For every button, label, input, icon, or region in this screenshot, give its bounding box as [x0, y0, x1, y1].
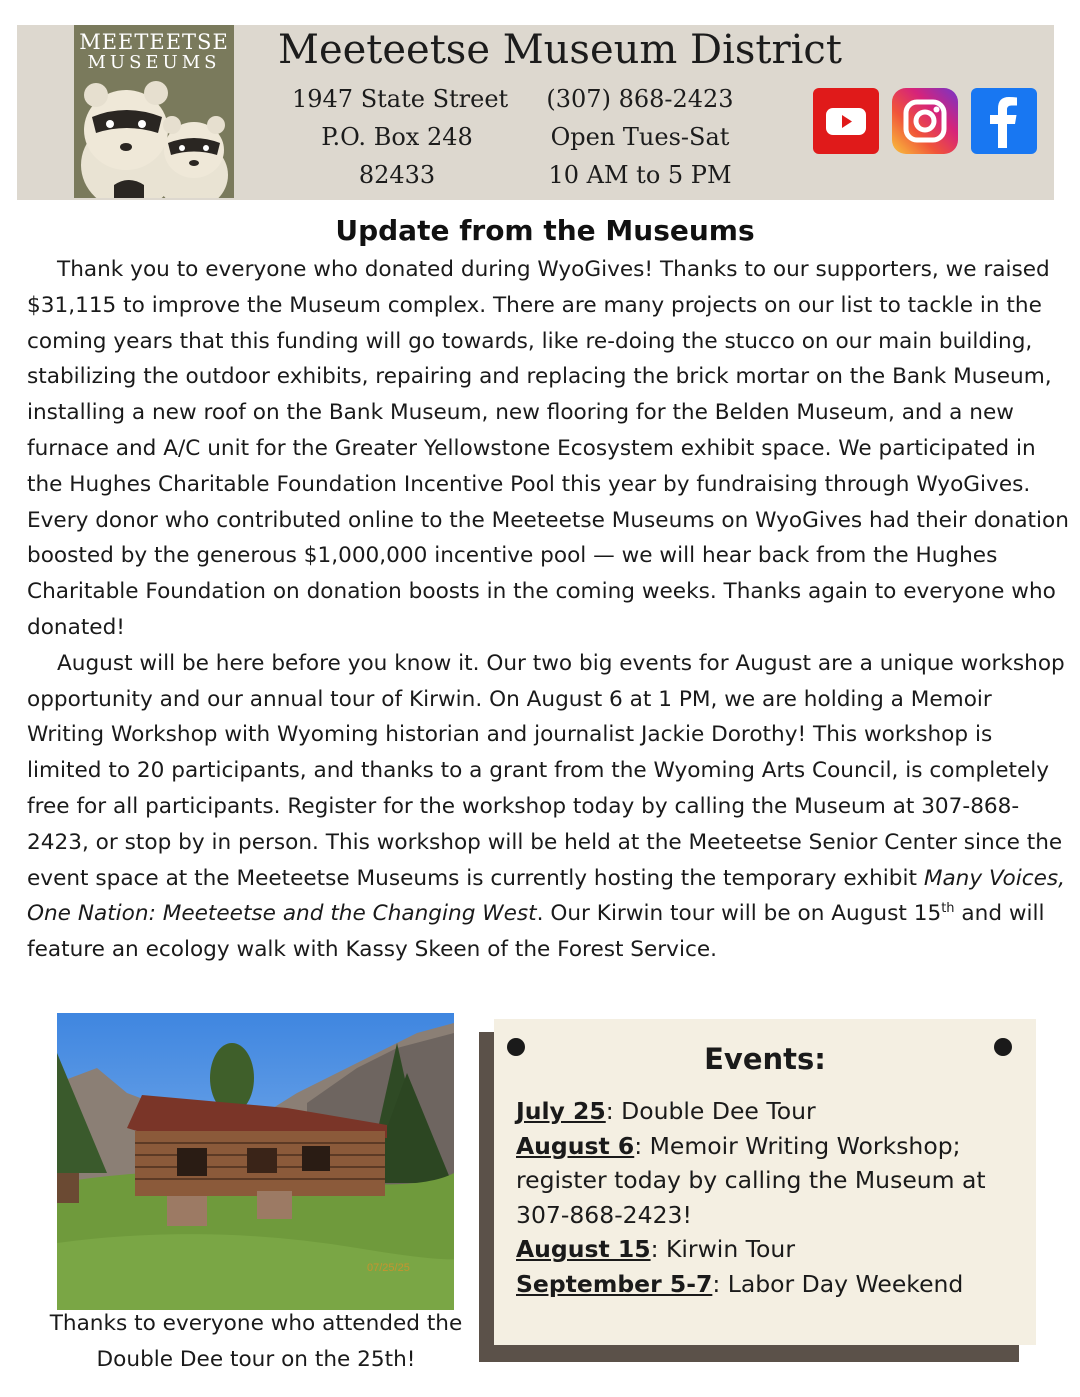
event-text: : Labor Day Weekend	[712, 1269, 964, 1298]
open-days: Open Tues-Sat	[550, 123, 730, 151]
event-text: : Memoir Writing Workshop; register today by calling the Museum at 307-868-2423!	[516, 1131, 986, 1229]
event-date: September 5-7	[516, 1269, 713, 1298]
instagram-icon[interactable]	[892, 88, 958, 154]
cabin-photo	[57, 1013, 454, 1310]
open-hours: 10 AM to 5 PM	[548, 161, 732, 189]
article-body	[27, 252, 1072, 968]
event-text: : Double Dee Tour	[605, 1097, 816, 1125]
article-heading: Update from the Museums	[335, 214, 755, 247]
paragraph-2-text-a: August will be here before you know it. Our two big events for August are a unique workshop opportunity and our annual tour of Kirwin. On August 6 at 1 PM, we are holding a Memoir Writing Workshop with Wyoming historian and journalist Jackie Dorothy! This workshop is limited to 20 participants, and thanks to a grant from the Wyoming Arts Council, is completely free for all participants. Register for the workshop today by calling the Museum at 307-868-2423, or stop by in person. This workshop will be held at the Meeteetse Senior Center since the event space at the Meeteetse Museums is currently hosting the temporary exhibit	[27, 650, 1065, 891]
logo-line-1: MEETEETSE	[79, 30, 229, 54]
event-date: August 6	[516, 1131, 635, 1160]
exhibit-title: Many Voices, One Nation: Meeteetse and the Changing West	[27, 865, 1065, 927]
ordinal-suffix: th	[941, 901, 955, 917]
event-item	[516, 1129, 1016, 1233]
event-text: : Kirwin Tour	[650, 1235, 795, 1263]
events-title: Events:	[704, 1042, 826, 1076]
museum-logo	[74, 25, 234, 198]
event-item	[516, 1094, 1016, 1129]
logo-line-2: MUSEUMS	[87, 52, 221, 73]
event-date: August 15	[516, 1235, 651, 1263]
youtube-icon[interactable]	[813, 88, 879, 154]
article-paragraph-2	[27, 646, 1072, 968]
event-item	[516, 1232, 1016, 1267]
events-list	[516, 1094, 1016, 1301]
paragraph-2-text-b: . Our Kirwin tour will be on August 15	[536, 901, 942, 927]
photo-caption: Thanks to everyone who attended the Double Dee tour on the 25th!	[49, 1311, 463, 1372]
event-item	[516, 1267, 1016, 1302]
address-block	[292, 80, 509, 194]
address-pobox: P.O. Box 248	[321, 123, 473, 151]
contact-block	[540, 80, 740, 194]
article-paragraph-1: Thank you to everyone who donated during WyoGives! Thanks to our supporters, we raised $31,115 to improve the Museum complex. There are many projects on our list to tackle in the coming years that this funding will go towards, like re-doing the stucco on our main building, stabilizing the outdoor exhibits, repairing and replacing the brick mortar on the Bank Museum, installing a new roof on the Bank Museum, new flooring for the Belden Museum, and a new furnace and A/C unit for the Greater Yellowstone Ecosystem exhibit space. We participated in the Hughes Charitable Foundation Incentive Pool this year by fundraising through WyoGives. Every donor who contributed online to the Meeteetse Museums on WyoGives had their donation boosted by the generous $1,000,000 incentive pool — we will hear back from the Hughes Charitable Foundation on donation boosts in the coming weeks. Thanks again to everyone who donated!	[27, 257, 1069, 640]
phone-number[interactable]: (307) 868-2423	[546, 85, 734, 113]
paragraph-2-text-c: and will feature an ecology walk with Kassy Skeen of the Forest Service.	[27, 901, 1045, 963]
facebook-icon[interactable]	[971, 88, 1037, 154]
district-title: Meeteetse Museum District	[278, 27, 842, 73]
address-street: 1947 State Street	[292, 85, 509, 113]
address-zip: 82433	[358, 161, 436, 189]
event-date: July 25	[516, 1097, 606, 1125]
svg-text:07/25/25: 07/25/25	[367, 1262, 410, 1274]
